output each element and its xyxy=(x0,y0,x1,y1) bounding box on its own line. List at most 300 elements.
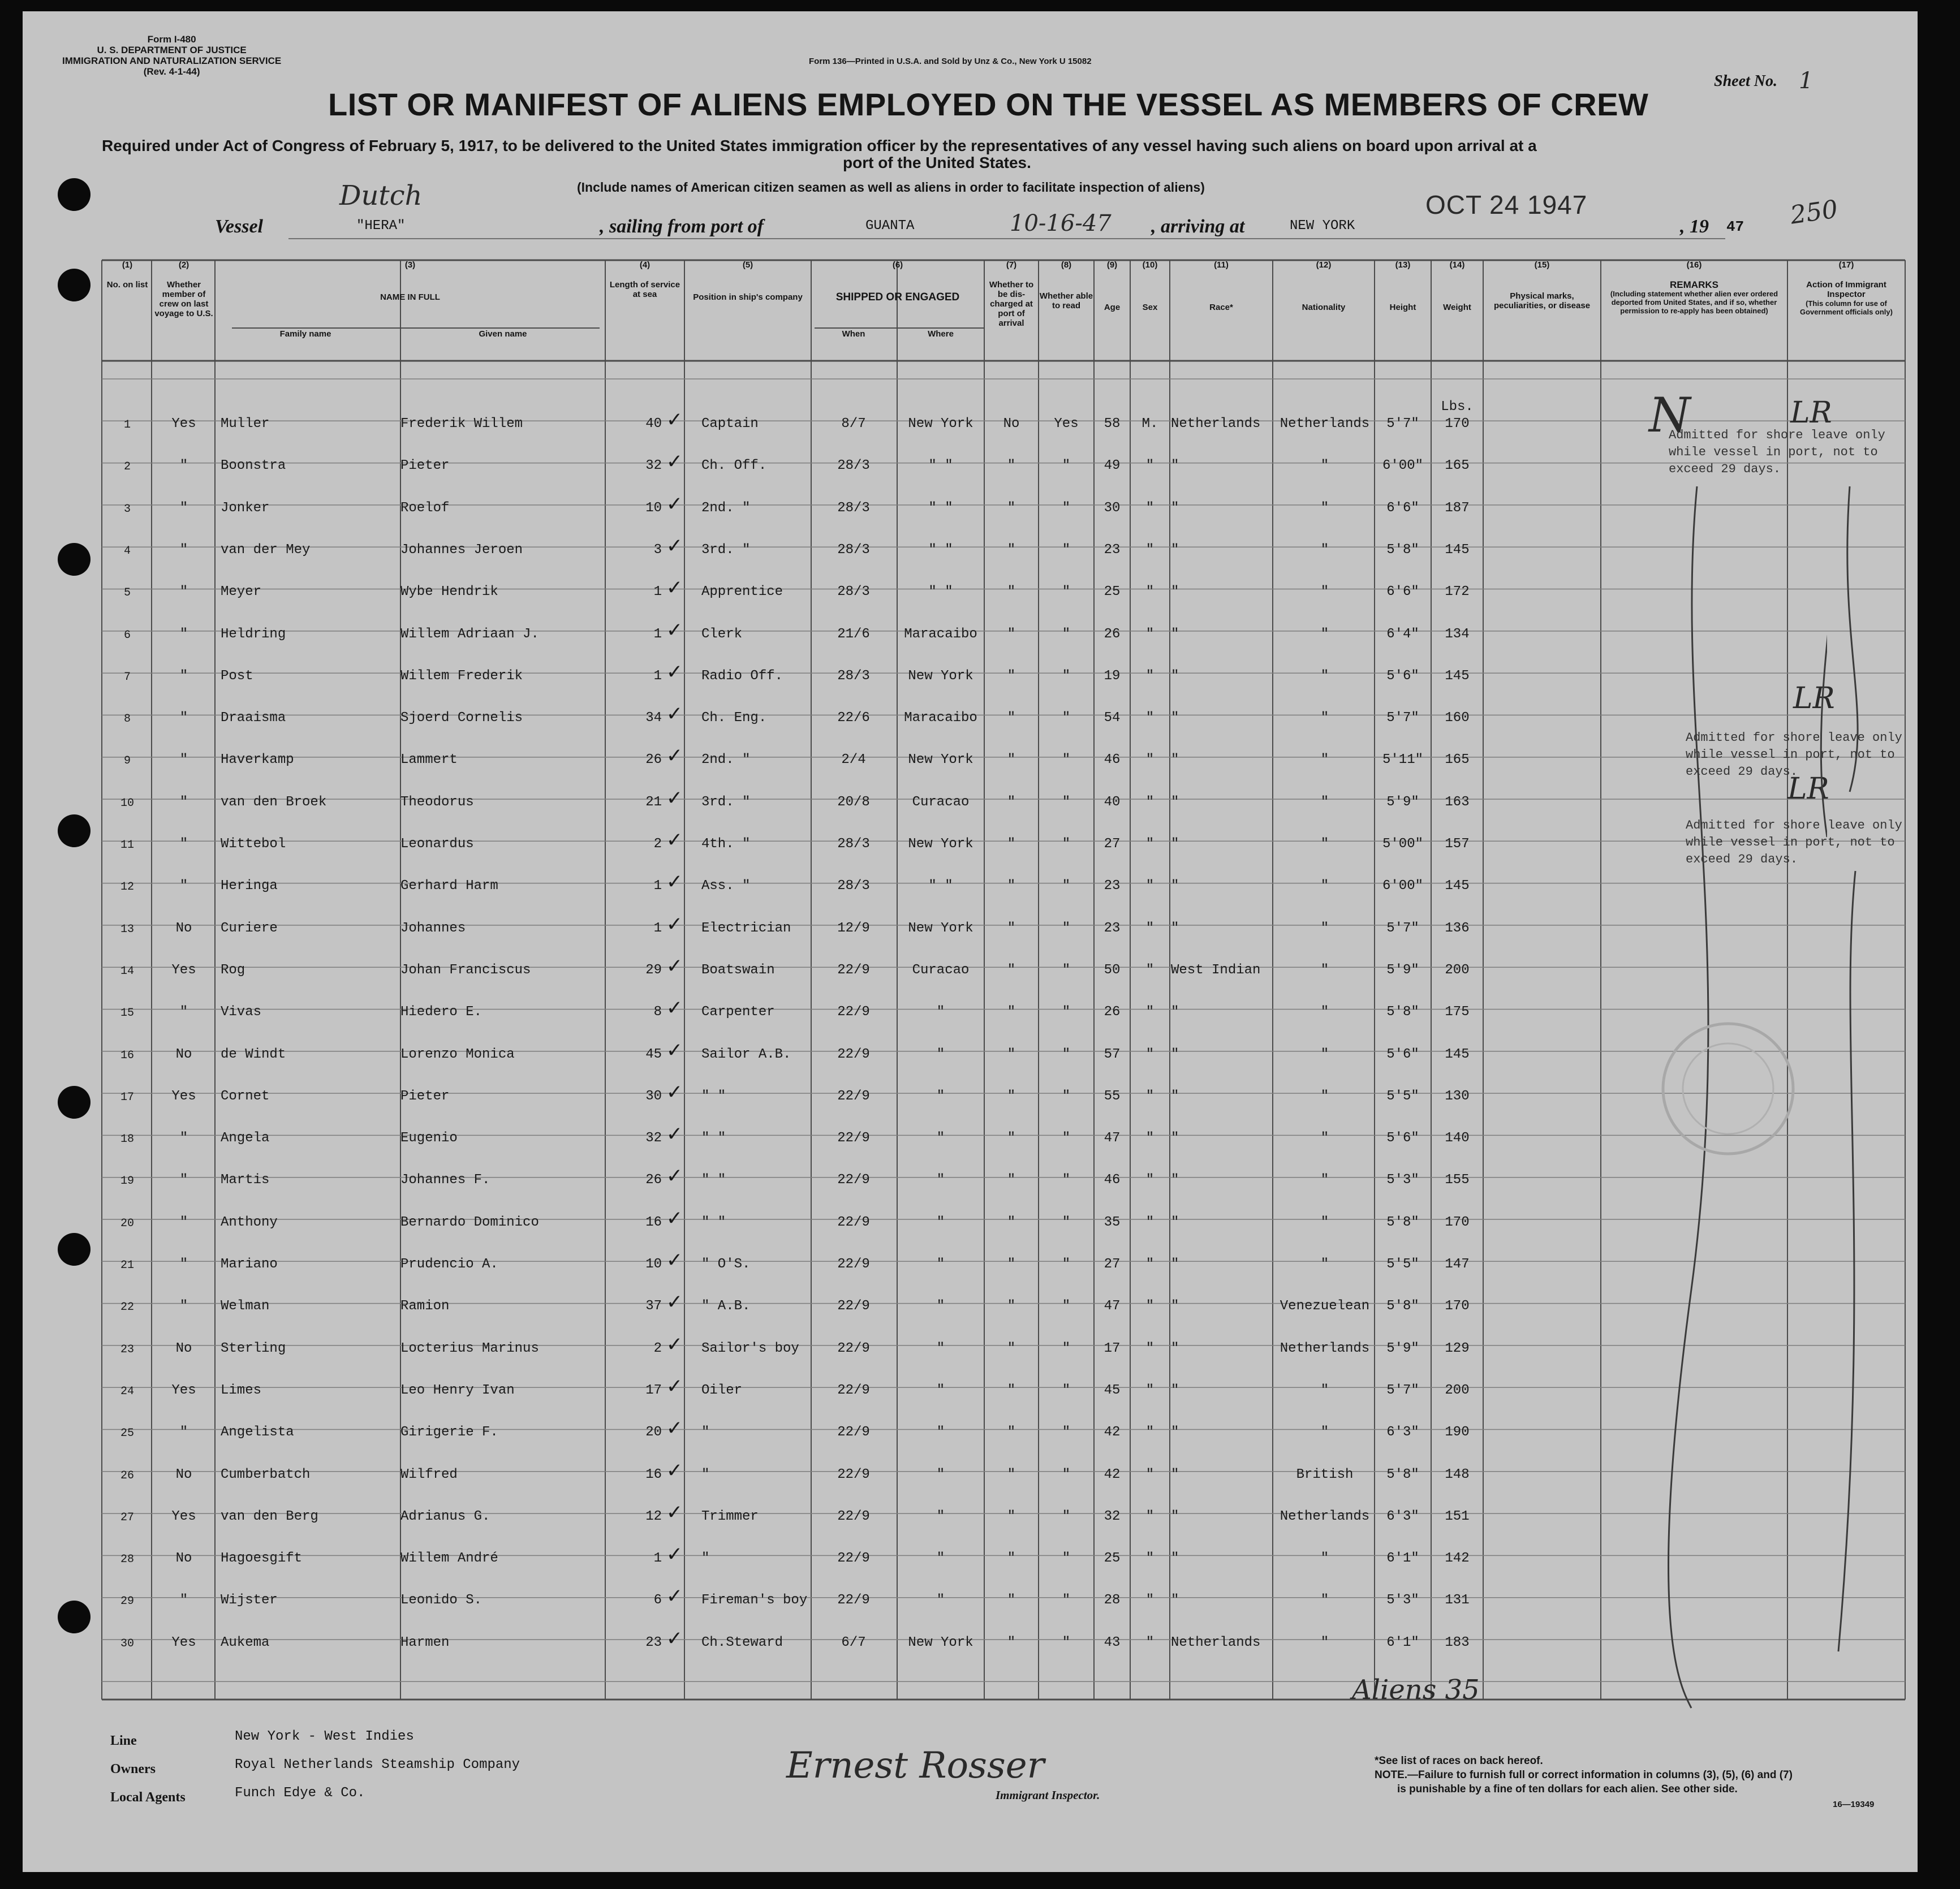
check-mark: ✓ xyxy=(667,576,682,602)
cell-when: 28/3 xyxy=(837,500,870,516)
cell-race: " xyxy=(1171,1131,1179,1146)
cell-read: " xyxy=(1062,1382,1071,1398)
cell-age: 40 xyxy=(1104,794,1121,810)
cell-weight: 145 xyxy=(1445,1046,1470,1062)
page-title: LIST OR MANIFEST OF ALIENS EMPLOYED ON THE VESSEL AS MEMBERS OF CREW xyxy=(328,87,1649,122)
cell-when: 22/9 xyxy=(837,1551,870,1567)
cell-position: " O'S. xyxy=(701,1257,751,1272)
cell-age: 45 xyxy=(1104,1382,1121,1398)
cell-when: 12/9 xyxy=(837,920,870,936)
cell-read: " xyxy=(1062,710,1071,726)
cell-position: " " xyxy=(701,1131,726,1146)
cell-weight: 200 xyxy=(1445,1382,1470,1398)
cell-no: 15 xyxy=(120,1007,134,1020)
cell-given: Bernardo Dominico xyxy=(400,1214,539,1230)
cell-where: " xyxy=(936,1257,945,1272)
cell-when: 22/9 xyxy=(837,1340,870,1356)
cell-where: Maracaibo xyxy=(904,626,977,642)
cell-no: 30 xyxy=(120,1637,134,1650)
col-5-header: (5) Position in ship's company xyxy=(693,260,803,302)
cell-service: 8 xyxy=(653,1004,662,1020)
cell-nationality: " xyxy=(1320,710,1329,726)
check-mark: ✓ xyxy=(667,1332,682,1358)
cell-sex: " xyxy=(1145,500,1155,516)
cell-no: 3 xyxy=(123,502,131,516)
cell-race: " xyxy=(1171,1172,1179,1188)
cell-height: 5'8" xyxy=(1386,1004,1419,1020)
cell-no: 21 xyxy=(120,1259,134,1272)
cell-sex: " xyxy=(1145,1299,1155,1314)
check-mark: ✓ xyxy=(667,1249,682,1274)
cell-age: 54 xyxy=(1104,710,1121,726)
cell-last: " xyxy=(179,878,188,894)
cell-service: 17 xyxy=(645,1382,662,1398)
cell-position: Ch.Steward xyxy=(701,1634,783,1650)
cell-when: 28/3 xyxy=(837,878,870,894)
check-mark: ✓ xyxy=(667,744,682,770)
cell-age: 47 xyxy=(1104,1131,1121,1146)
footnote-fine-cont: is punishable by a fine of ten dollars for each alien. See other side. xyxy=(1397,1783,1738,1795)
cell-discharged: " xyxy=(1007,1467,1016,1482)
cell-discharged: " xyxy=(1007,752,1016,768)
cell-height: 5'9" xyxy=(1386,1340,1419,1356)
cell-weight: 145 xyxy=(1445,878,1470,894)
cell-family: Meyer xyxy=(221,584,262,600)
cell-where: " xyxy=(936,1551,945,1567)
col-3b-header: Given name xyxy=(479,329,527,339)
cell-given: Theodorus xyxy=(400,794,474,810)
inspector-initials: LR xyxy=(1787,772,1829,806)
cell-given: Leonido S. xyxy=(400,1593,483,1608)
remarks-block-1: Admitted for shore leave only while vessel in port, not to exceed 29 days. xyxy=(1669,428,1885,476)
cell-race: " xyxy=(1171,1508,1179,1524)
cell-where: " xyxy=(936,1172,945,1188)
cell-given: Pieter xyxy=(400,458,450,474)
footnote-races: *See list of races on back hereof. xyxy=(1375,1755,1543,1767)
cell-age: 25 xyxy=(1104,584,1121,600)
cell-service: 40 xyxy=(645,416,662,432)
cell-when: 22/9 xyxy=(837,1004,870,1020)
inspector-initials: LR xyxy=(1793,682,1835,715)
check-mark: ✓ xyxy=(667,1291,682,1317)
check-mark: ✓ xyxy=(667,1459,682,1485)
cell-when: 28/3 xyxy=(837,836,870,852)
cell-nationality: Netherlands xyxy=(1280,1508,1370,1524)
cell-where: " xyxy=(936,1131,945,1146)
cell-nationality: " xyxy=(1320,1551,1329,1567)
cell-age: 32 xyxy=(1104,1508,1121,1524)
cell-service: 10 xyxy=(645,500,662,516)
port-to: NEW YORK xyxy=(1290,218,1355,234)
cell-when: 22/9 xyxy=(837,1467,870,1482)
cell-sex: " xyxy=(1145,1593,1155,1608)
cell-no: 4 xyxy=(123,544,131,558)
cell-nationality: " xyxy=(1320,1425,1329,1441)
cell-read: " xyxy=(1062,836,1071,852)
cell-age: 35 xyxy=(1104,1214,1121,1230)
cell-position: " xyxy=(701,1467,710,1482)
cell-given: Johannes xyxy=(400,920,466,936)
sheet-number: 1 xyxy=(1799,68,1813,94)
cell-no: 1 xyxy=(123,419,131,432)
check-mark: ✓ xyxy=(667,1417,682,1443)
cell-last: " xyxy=(179,710,188,726)
cell-weight: 183 xyxy=(1445,1634,1470,1650)
cell-given: Pieter xyxy=(400,1088,450,1104)
cell-read: " xyxy=(1062,626,1071,642)
cell-height: 5'6" xyxy=(1386,1046,1419,1062)
cell-service: 32 xyxy=(645,1131,662,1146)
cell-given: Wybe Hendrik xyxy=(400,584,498,600)
cell-nationality: " xyxy=(1320,626,1329,642)
cell-sex: " xyxy=(1145,1257,1155,1272)
cell-sex: " xyxy=(1145,1214,1155,1230)
cell-service: 12 xyxy=(645,1508,662,1524)
cell-height: 6'1" xyxy=(1386,1634,1419,1650)
cell-family: Wijster xyxy=(221,1593,278,1608)
cell-nationality: " xyxy=(1320,500,1329,516)
cell-read: " xyxy=(1062,1593,1071,1608)
cell-weight: 151 xyxy=(1445,1508,1470,1524)
cell-read: " xyxy=(1062,1508,1071,1524)
cell-read: " xyxy=(1062,1340,1071,1356)
cell-race: " xyxy=(1171,836,1179,852)
cell-height: 5'00" xyxy=(1382,836,1423,852)
cell-no: 17 xyxy=(120,1090,134,1104)
col-14-header: (14) Weight xyxy=(1443,260,1471,312)
port-from: GUANTA xyxy=(865,218,915,234)
cell-no: 28 xyxy=(120,1553,134,1567)
cell-weight: 200 xyxy=(1445,962,1470,978)
cell-age: 42 xyxy=(1104,1425,1121,1441)
remarks-handwritten-n: N xyxy=(1649,387,1691,443)
cell-service: 16 xyxy=(645,1467,662,1482)
owners-label: Owners xyxy=(110,1762,156,1776)
cell-last: " xyxy=(179,1593,188,1608)
cell-when: 28/3 xyxy=(837,542,870,558)
cell-age: 23 xyxy=(1104,920,1121,936)
cell-age: 49 xyxy=(1104,458,1121,474)
cell-sex: " xyxy=(1145,752,1155,768)
cell-given: Eugenio xyxy=(400,1131,458,1146)
cell-given: Roelof xyxy=(400,500,450,516)
cell-no: 20 xyxy=(120,1217,134,1230)
cell-position: Ass. " xyxy=(701,878,751,894)
cell-weight: 160 xyxy=(1445,710,1470,726)
remarks-block-2: Admitted for shore leave only while vessel in port, not to exceed 29 days. xyxy=(1686,731,1902,779)
col-12-header: (12) Nationality xyxy=(1302,260,1346,312)
col-8-header: (8) Whether able to read xyxy=(1039,260,1093,310)
cell-when: 22/6 xyxy=(837,710,870,726)
check-mark: ✓ xyxy=(667,450,682,476)
vessel-name: "HERA" xyxy=(356,218,406,234)
action-vertical-strokes xyxy=(1804,475,1918,1719)
cell-no: 9 xyxy=(123,754,131,768)
cell-nationality: " xyxy=(1320,1593,1329,1608)
cell-where: New York xyxy=(908,920,973,936)
cell-service: 20 xyxy=(645,1425,662,1441)
cell-when: 20/8 xyxy=(837,794,870,810)
inspector-label: Immigrant Inspector. xyxy=(996,1788,1100,1802)
cell-read: " xyxy=(1062,794,1071,810)
cell-age: 30 xyxy=(1104,500,1121,516)
owners-value: Royal Netherlands Steamship Company xyxy=(235,1757,520,1772)
cell-last: " xyxy=(179,836,188,852)
cell-no: 24 xyxy=(120,1385,134,1398)
cell-read: " xyxy=(1062,962,1071,978)
service: IMMIGRATION AND NATURALIZATION SERVICE xyxy=(62,55,282,66)
cell-race: " xyxy=(1171,1257,1179,1272)
cell-where: New York xyxy=(908,1634,973,1650)
cell-position: 4th. " xyxy=(701,836,751,852)
col-3-header: (3) NAME IN FULL xyxy=(380,260,440,302)
cell-when: 8/7 xyxy=(841,416,866,432)
cell-where: " " xyxy=(928,500,953,516)
subtitle-2: port of the United States. xyxy=(843,154,1031,171)
cell-service: 1 xyxy=(653,584,662,600)
cell-race: " xyxy=(1171,626,1179,642)
check-mark: ✓ xyxy=(667,1165,682,1191)
cell-where: " xyxy=(936,1088,945,1104)
cell-service: 1 xyxy=(653,668,662,684)
cell-weight: 165 xyxy=(1445,458,1470,474)
cell-where: " " xyxy=(928,584,953,600)
cell-height: 5'11" xyxy=(1382,752,1423,768)
cell-when: 22/9 xyxy=(837,1046,870,1062)
cell-nationality: " xyxy=(1320,962,1329,978)
cell-no: 6 xyxy=(123,628,131,642)
vessel-label: Vessel xyxy=(215,216,263,237)
remarks-block-3: Admitted for shore leave only while vessel in port, not to exceed 29 days. xyxy=(1686,818,1902,866)
check-mark: ✓ xyxy=(667,1080,682,1106)
cell-sex: " xyxy=(1145,962,1155,978)
cell-family: Angelista xyxy=(221,1425,294,1441)
cell-position: 2nd. " xyxy=(701,752,751,768)
cell-height: 5'8" xyxy=(1386,1467,1419,1482)
cell-service: 32 xyxy=(645,458,662,474)
form-code: 16—19349 xyxy=(1833,1800,1875,1809)
check-mark: ✓ xyxy=(667,786,682,812)
manifest-sheet xyxy=(23,11,1918,1872)
cell-read: " xyxy=(1062,1088,1071,1104)
cell-weight: 170 xyxy=(1445,1299,1470,1314)
sailing-date: 10-16-47 xyxy=(1010,210,1112,236)
check-mark: ✓ xyxy=(667,997,682,1023)
cell-where: " xyxy=(936,1425,945,1441)
cell-read: " xyxy=(1062,1131,1071,1146)
cell-family: Draaisma xyxy=(221,710,286,726)
cell-where: " xyxy=(936,1299,945,1314)
cell-race: " xyxy=(1171,500,1179,516)
cell-no: 10 xyxy=(120,796,134,810)
cell-age: 27 xyxy=(1104,1257,1121,1272)
stamp-number: 250 xyxy=(1788,195,1840,230)
cell-weight: 147 xyxy=(1445,1257,1470,1272)
cell-height: 5'7" xyxy=(1386,710,1419,726)
cell-where: Curacao xyxy=(912,794,970,810)
cell-position: Fireman's boy xyxy=(701,1593,808,1608)
cell-height: 5'8" xyxy=(1386,1214,1419,1230)
arriving-label: , arriving at xyxy=(1151,216,1245,237)
cell-service: 37 xyxy=(645,1299,662,1314)
cell-height: 6'00" xyxy=(1382,458,1423,474)
cell-height: 6'1" xyxy=(1386,1551,1419,1567)
cell-where: " " xyxy=(928,542,953,558)
cell-sex: " xyxy=(1145,1046,1155,1062)
cell-family: Aukema xyxy=(221,1634,270,1650)
agents-label: Local Agents xyxy=(110,1790,186,1805)
cell-weight: 136 xyxy=(1445,920,1470,936)
line-label: Line xyxy=(110,1733,137,1748)
cell-position: " " xyxy=(701,1088,726,1104)
col-3a-header: Family name xyxy=(279,329,331,339)
cell-position: Electrician xyxy=(701,920,791,936)
cell-when: 22/9 xyxy=(837,1172,870,1188)
cell-where: " xyxy=(936,1004,945,1020)
cell-position: 3rd. " xyxy=(701,542,751,558)
cell-family: van der Mey xyxy=(221,542,311,558)
cell-service: 1 xyxy=(653,1551,662,1567)
cell-given: Hiedero E. xyxy=(400,1004,483,1020)
col-16-header: (16) REMARKS (Including statement whether alien ever ordered deported from United States, and if so, whether permission to re-apply has been obtained) xyxy=(1610,260,1778,315)
cell-height: 5'8" xyxy=(1386,1299,1419,1314)
cell-age: 43 xyxy=(1104,1634,1121,1650)
cell-last: No xyxy=(175,1467,192,1482)
cell-when: 22/9 xyxy=(837,1257,870,1272)
cell-age: 46 xyxy=(1104,1172,1121,1188)
cell-weight: 190 xyxy=(1445,1425,1470,1441)
cell-race: West Indian xyxy=(1171,962,1261,978)
cell-where: " xyxy=(936,1508,945,1524)
cell-discharged: " xyxy=(1007,1172,1016,1188)
cell-nationality: " xyxy=(1320,1172,1329,1188)
col-17-header: (17) Action of Immigrant Inspector (This column for use of Government officials only) xyxy=(1800,260,1893,316)
check-mark: ✓ xyxy=(667,1543,682,1569)
cell-sex: " xyxy=(1145,584,1155,600)
cell-where: " xyxy=(936,1382,945,1398)
cell-discharged: " xyxy=(1007,500,1016,516)
cell-weight: 131 xyxy=(1445,1593,1470,1608)
cell-discharged: " xyxy=(1007,668,1016,684)
cell-age: 27 xyxy=(1104,836,1121,852)
cell-nationality: " xyxy=(1320,920,1329,936)
cell-weight: 140 xyxy=(1445,1131,1470,1146)
cell-given: Willem Adriaan J. xyxy=(400,626,539,642)
cell-weight: 157 xyxy=(1445,836,1470,852)
cell-position: " " xyxy=(701,1214,726,1230)
cell-sex: " xyxy=(1145,1004,1155,1020)
cell-when: 28/3 xyxy=(837,668,870,684)
cell-discharged: " xyxy=(1007,1214,1016,1230)
cell-discharged: " xyxy=(1007,626,1016,642)
subtitle-3: (Include names of American citizen seamen as well as aliens in order to facilitate inspection of aliens) xyxy=(577,180,1205,195)
cell-no: 25 xyxy=(120,1427,134,1441)
cell-read: " xyxy=(1062,668,1071,684)
cell-weight: 163 xyxy=(1445,794,1470,810)
cell-where: " " xyxy=(928,458,953,474)
cell-given: Ramion xyxy=(400,1299,450,1314)
cell-service: 10 xyxy=(645,1257,662,1272)
cell-family: Post xyxy=(221,668,253,684)
footnote-fine: NOTE.—Failure to furnish full or correct information in columns (3), (5), (6) and (7) xyxy=(1375,1769,1793,1781)
cell-when: 22/9 xyxy=(837,962,870,978)
cell-weight: 155 xyxy=(1445,1172,1470,1188)
cell-service: 30 xyxy=(645,1088,662,1104)
cell-last: " xyxy=(179,1214,188,1230)
cell-where: New York xyxy=(908,668,973,684)
cell-race: " xyxy=(1171,1214,1179,1230)
cell-where: New York xyxy=(908,416,973,432)
cell-service: 23 xyxy=(645,1634,662,1650)
cell-sex: " xyxy=(1145,668,1155,684)
cell-when: 2/4 xyxy=(841,752,866,768)
cell-race: " xyxy=(1171,458,1179,474)
cell-height: 5'3" xyxy=(1386,1593,1419,1608)
vessel-nationality: Dutch xyxy=(339,180,423,212)
cell-no: 7 xyxy=(123,670,131,684)
cell-family: Mariano xyxy=(221,1257,278,1272)
cell-service: 45 xyxy=(645,1046,662,1062)
cell-race: " xyxy=(1171,584,1179,600)
cell-where: New York xyxy=(908,836,973,852)
cell-where: " xyxy=(936,1593,945,1608)
cell-race: " xyxy=(1171,1551,1179,1567)
cell-where: Maracaibo xyxy=(904,710,977,726)
cell-sex: " xyxy=(1145,626,1155,642)
cell-position: Apprentice xyxy=(701,584,783,600)
cell-family: Curiere xyxy=(221,920,278,936)
cell-weight: 145 xyxy=(1445,668,1470,684)
cell-last: " xyxy=(179,584,188,600)
col-6-header: (6) SHIPPED OR ENGAGED xyxy=(835,260,960,303)
cell-nationality: " xyxy=(1320,878,1329,894)
cell-when: 28/3 xyxy=(837,458,870,474)
cell-sex: " xyxy=(1145,1634,1155,1650)
cell-sex: " xyxy=(1145,1088,1155,1104)
check-mark: ✓ xyxy=(667,702,682,728)
cell-position: " xyxy=(701,1425,710,1441)
cell-height: 5'8" xyxy=(1386,542,1419,558)
cell-position: Carpenter xyxy=(701,1004,775,1020)
cell-discharged: " xyxy=(1007,1004,1016,1020)
cell-given: Johannes Jeroen xyxy=(400,542,523,558)
cell-when: 22/9 xyxy=(837,1382,870,1398)
cell-race: " xyxy=(1171,1340,1179,1356)
cell-where: " xyxy=(936,1046,945,1062)
cell-sex: M. xyxy=(1141,416,1158,432)
col-2-header: (2) Whether member of crew on last voyage to U.S. xyxy=(154,260,213,318)
cell-discharged: " xyxy=(1007,1131,1016,1146)
cell-position: 2nd. " xyxy=(701,500,751,516)
cell-read: " xyxy=(1062,500,1071,516)
cell-sex: " xyxy=(1145,458,1155,474)
cell-nationality: " xyxy=(1320,1046,1329,1062)
cell-last: Yes xyxy=(171,1088,196,1104)
cell-read: " xyxy=(1062,1214,1071,1230)
cell-last: " xyxy=(179,1425,188,1441)
cell-nationality: " xyxy=(1320,1634,1329,1650)
check-mark: ✓ xyxy=(667,829,682,854)
cell-last: " xyxy=(179,794,188,810)
cell-age: 47 xyxy=(1104,1299,1121,1314)
cell-family: Angela xyxy=(221,1131,270,1146)
cell-position: Sailor's boy xyxy=(701,1340,799,1356)
cell-no: 8 xyxy=(123,713,131,726)
cell-nationality: " xyxy=(1320,1214,1329,1230)
cell-nationality: " xyxy=(1320,1088,1329,1104)
cell-last: " xyxy=(179,1299,188,1314)
cell-read: " xyxy=(1062,1046,1071,1062)
